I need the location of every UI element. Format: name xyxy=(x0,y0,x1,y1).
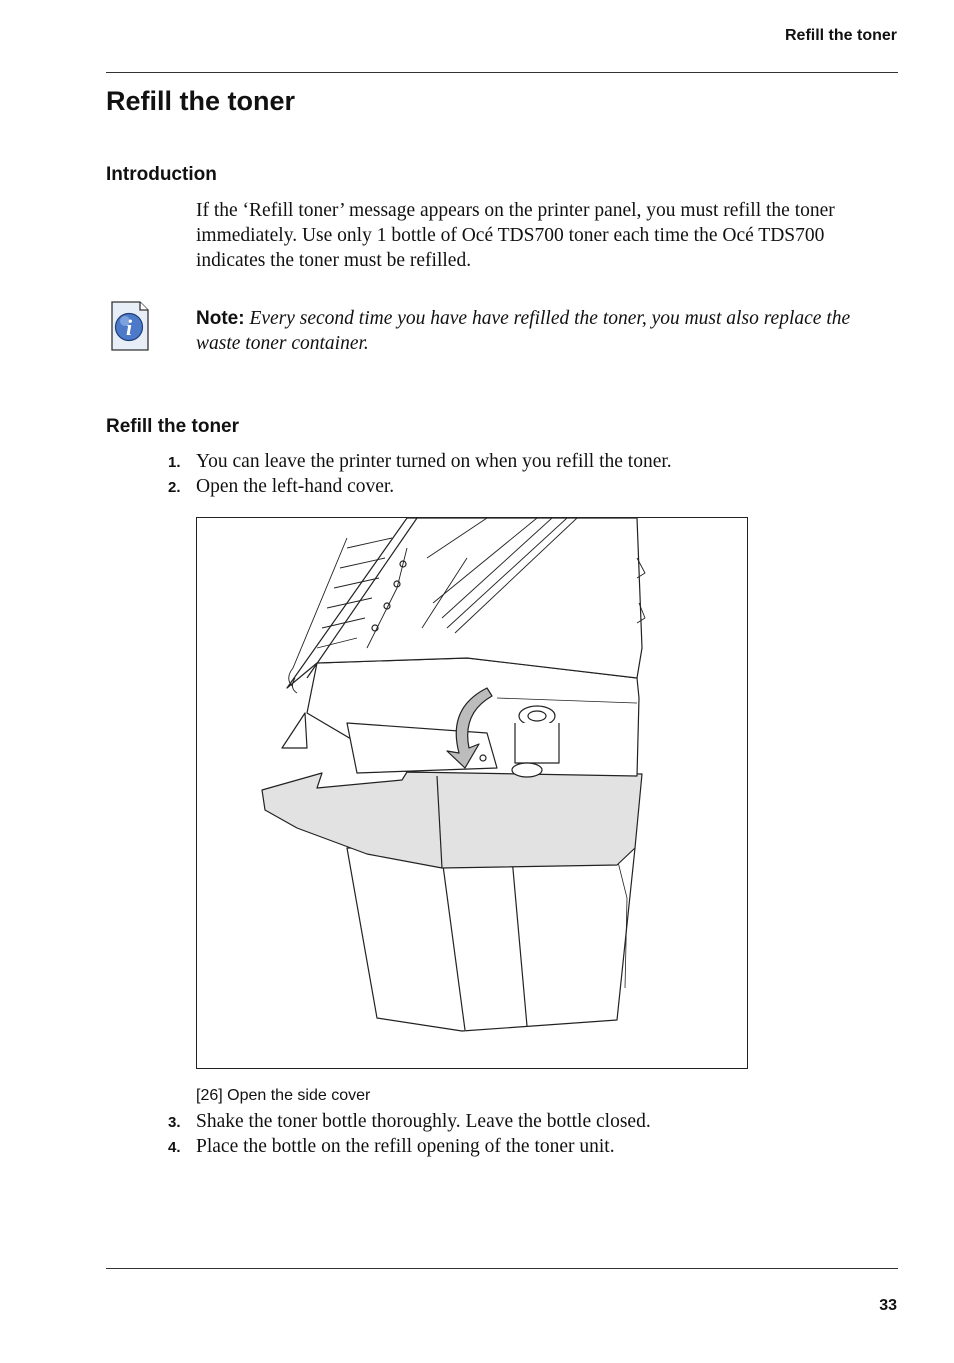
header-rule xyxy=(106,72,898,73)
introduction-heading: Introduction xyxy=(106,164,217,185)
footer-rule xyxy=(106,1268,898,1269)
procedure-heading: Refill the toner xyxy=(106,416,240,437)
step-text: You can leave the printer turned on when you refill the toner. xyxy=(196,451,672,472)
printer-illustration xyxy=(196,517,748,1069)
note-paragraph xyxy=(196,306,896,356)
introduction-paragraph: If the ‘Refill toner’ message appears on the printer panel, you must refill the toner immediately. Use only 1 bottle of Océ TDS700 toner each time the Océ TDS700 indicates the toner must be refilled. xyxy=(196,200,835,271)
info-icon xyxy=(111,301,149,351)
page-number: 33 xyxy=(879,1297,897,1314)
step-text: Shake the toner bottle thoroughly. Leave the bottle closed. xyxy=(196,1111,651,1132)
steps-list-continued xyxy=(168,1109,888,1159)
step-text: Open the left-hand cover. xyxy=(196,476,395,497)
note-text: Every second time you have have refilled the toner, you must also replace the waste toner container. xyxy=(196,308,851,354)
svg-text:i: i xyxy=(125,315,133,340)
note-label: Note: xyxy=(196,308,245,329)
step-item xyxy=(168,1109,888,1134)
step-item xyxy=(168,1134,888,1159)
figure-caption: [26] Open the side cover xyxy=(196,1087,371,1104)
steps-list xyxy=(168,449,888,499)
step-number: 3. xyxy=(168,1114,181,1131)
step-number: 1. xyxy=(168,454,181,471)
step-item xyxy=(168,474,888,499)
step-number: 2. xyxy=(168,479,181,496)
page-title: Refill the toner xyxy=(106,86,296,116)
step-number: 4. xyxy=(168,1139,181,1156)
step-text: Place the bottle on the refill opening of the toner unit. xyxy=(196,1136,615,1157)
step-item xyxy=(168,449,888,474)
running-header: Refill the toner xyxy=(784,27,897,44)
